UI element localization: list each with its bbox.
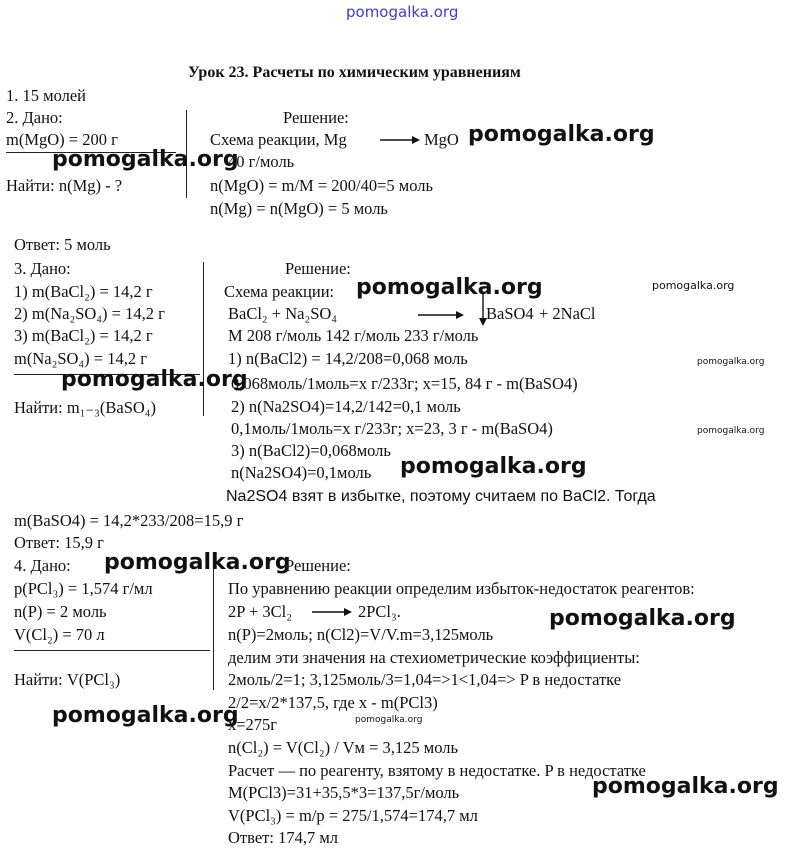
p4-line-8: n(Cl₂) = V(Cl₂) / Vм = 3,125 моль xyxy=(228,738,459,757)
p2-calc-2: n(Mg) = n(MgO) = 5 моль xyxy=(210,199,388,218)
p3-excess-note: Na2SO4 взят в избытке, поэтому считаем по BaCl2. Тогда xyxy=(226,488,656,505)
p2-solution-label: Решение: xyxy=(283,108,349,127)
p4-given-1: p(PCl₃) = 1,574 г/мл xyxy=(14,579,153,598)
p3-step-2-result: 0,1моль/1моль=x г/233г; x=23, 3 г - m(BaSO4) xyxy=(231,419,553,438)
p3-scheme-label: Схема реакции: xyxy=(224,282,335,301)
p4-line-3: n(P)=2моль; n(Cl2)=V/V.m=3,125моль xyxy=(228,625,494,644)
p4-answer: Ответ: 174,7 мл xyxy=(228,828,338,847)
watermark-text: pomogalka.org xyxy=(697,357,765,367)
p3-equation-left: BaCl₂ + Na₂SO₄ xyxy=(228,304,338,323)
p3-find: Найти: m₁₋₃(BaSO₄) xyxy=(14,398,157,417)
p3-step-2: 2) n(Na2SO4)=14,2/142=0,1 моль xyxy=(231,397,461,416)
header-site-link[interactable]: pomogalka.org xyxy=(346,3,459,21)
watermark-text: pomogalka.org xyxy=(468,122,655,147)
p3-step-3b: n(Na2SO4)=0,1моль xyxy=(231,463,372,482)
p3-vertical-divider xyxy=(203,262,204,416)
p3-answer: Ответ: 15,9 г xyxy=(14,533,104,552)
watermark-text: pomogalka.org xyxy=(52,147,239,172)
p4-line-11: V(PCl₃) = m/p = 275/1,574=174,7 мл xyxy=(228,806,478,825)
p3-equation-rest: + 2NaCl xyxy=(539,304,596,323)
watermark-text: pomogalka.org xyxy=(400,454,587,479)
p2-calc-1: n(MgO) = m/M = 200/40=5 моль xyxy=(210,176,434,195)
watermark-text: pomogalka.org xyxy=(549,606,736,631)
p4-line-6: 2/2=x/2*137,5, где x - m(PCl3) xyxy=(228,693,438,712)
watermark-text: pomogalka.org xyxy=(356,275,543,300)
watermark-text: pomogalka.org xyxy=(592,774,779,799)
p2-scheme-prefix: Схема реакции, Mg xyxy=(210,130,347,149)
p2-given-label: 2. Дано: xyxy=(6,108,63,127)
p4-find: Найти: V(PCl₃) xyxy=(14,670,121,689)
p4-given-2: n(P) = 2 моль xyxy=(14,602,107,621)
p2-find: Найти: n(Mg) - ? xyxy=(6,176,123,195)
p3-step-1: 1) n(BaCl2) = 14,2/208=0,068 моль xyxy=(228,349,468,368)
p3-given-label: 3. Дано: xyxy=(14,259,71,278)
watermark-text: pomogalka.org xyxy=(61,367,248,392)
watermark-text: pomogalka.org xyxy=(652,279,735,292)
p3-equation-product: BaSO4 xyxy=(486,304,534,323)
page-title: Урок 23. Расчеты по химическим уравнениям xyxy=(188,64,521,81)
p4-vertical-divider xyxy=(213,558,214,690)
p2-molar-mass: 40 г/моль xyxy=(228,152,295,171)
p4-line-4: делим эти значения на стехиометрические коэффициенты: xyxy=(228,648,640,667)
p4-given-divider xyxy=(14,650,210,651)
problem-1-answer: 1. 15 молей xyxy=(6,86,86,105)
watermark-text: pomogalka.org xyxy=(697,426,765,436)
p3-given-1: 1) m(BaCl₂) = 14,2 г xyxy=(14,282,153,301)
p4-equation-left: 2P + 3Cl₂ xyxy=(228,602,292,621)
p2-answer: Ответ: 5 моль xyxy=(14,235,111,254)
reaction-arrow-icon xyxy=(312,606,352,618)
p3-step-1-result: 0,068моль/1моль=x г/233г; x=15, 84 г - m(BaSO4) xyxy=(231,374,578,393)
p4-line-9: Расчет — по реагенту, взятому в недостатке. P в недостатке xyxy=(228,761,646,780)
reaction-arrow-icon xyxy=(418,309,464,321)
watermark-text: pomogalka.org xyxy=(104,550,291,575)
p3-result: m(BaSO4) = 14,2*233/208=15,9 г xyxy=(14,511,244,530)
watermark-text: pomogalka.org xyxy=(52,703,239,728)
reaction-arrow-icon xyxy=(380,134,420,146)
p3-molar-masses: M 208 г/моль 142 г/моль 233 г/моль xyxy=(228,326,479,345)
p3-given-3: 3) m(BaCl₂) = 14,2 г xyxy=(14,326,153,345)
p2-scheme-product: MgO xyxy=(424,130,459,149)
p4-equation-product: 2PCl₃. xyxy=(358,602,401,621)
p4-solution-label: Решение: xyxy=(285,556,351,575)
watermark-text: pomogalka.org xyxy=(355,715,423,725)
p4-line-5: 2моль/2=1; 3,125моль/3=1,04=>1<1,04=> P в недостатке xyxy=(228,670,622,689)
p4-line-7: x=275г xyxy=(228,715,278,734)
p4-given-label: 4. Дано: xyxy=(14,556,71,575)
p3-step-3: 3) n(BaCl2)=0,068моль xyxy=(231,441,391,460)
p4-line-1: По уравнению реакции определим избыток-недостаток реагентов: xyxy=(228,579,695,598)
p2-given-mgo: m(MgO) = 200 г xyxy=(6,130,118,149)
p4-given-3: V(Cl₂) = 70 л xyxy=(14,625,105,644)
p3-given-4: m(Na₂SO₄) = 14,2 г xyxy=(14,349,147,368)
p3-solution-label: Решение: xyxy=(285,259,351,278)
p4-line-10: M(PCl3)=31+35,5*3=137,5г/моль xyxy=(228,783,460,802)
p3-given-2: 2) m(Na₂SO₄) = 14,2 г xyxy=(14,304,165,323)
